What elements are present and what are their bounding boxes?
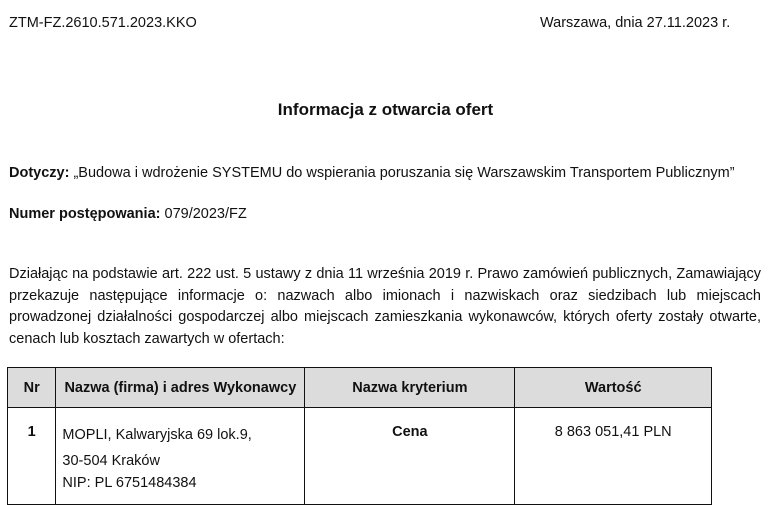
contractor-nip: NIP: PL 6751484384 [62,475,197,491]
document-title: Informacja z otwarcia ofert [277,100,494,119]
intro-paragraph: Działając na podstawie art. 222 ust. 5 ustawy z dnia 11 września 2019 r. Prawo zamówień publicznych, Zamawiający przekazuje następujące informacje o: nazwach albo imionach i nazwiskach oraz siedzibach lub miejscach prowadzonej działalności gospodarczej albo miejscach zamieszkania wykonawców, których oferty zostały otwarte, cenach lub kosztach zawartych w ofertach: [9,266,761,347]
subject-line [9,165,735,181]
procedure-label: Numer postępowania: [9,206,161,222]
contractor-postal-city: 30-504 Kraków [62,453,160,469]
header-criterion: Nazwa kryterium [305,368,515,408]
header-contractor-name: Nazwa (firma) i adres Wykonawcy [56,368,305,408]
header-nr: Nr [8,368,56,408]
reference-number: ZTM-FZ.2610.571.2023.KKO [9,15,197,31]
contractor-name-address: MOPLI, Kalwaryjska 69 lok.9, [62,427,252,443]
header-value: Wartość [515,368,712,408]
table-row [8,408,712,505]
place-and-date: Warszawa, dnia 27.11.2023 r. [540,15,731,31]
cell-contractor [56,408,305,505]
cell-value: 8 863 051,41 PLN [515,408,712,505]
subject-label: Dotyczy: [9,165,70,181]
cell-criterion: Cena [305,408,515,505]
offers-table [7,367,712,505]
procedure-number-line [9,206,247,222]
cell-nr: 1 [8,408,56,505]
subject-text: „Budowa i wdrożenie SYSTEMU do wspierania poruszania się Warszawskim Transportem Publicznym” [73,165,735,181]
procedure-number: 079/2023/FZ [164,206,247,222]
table-header-row [8,368,712,408]
